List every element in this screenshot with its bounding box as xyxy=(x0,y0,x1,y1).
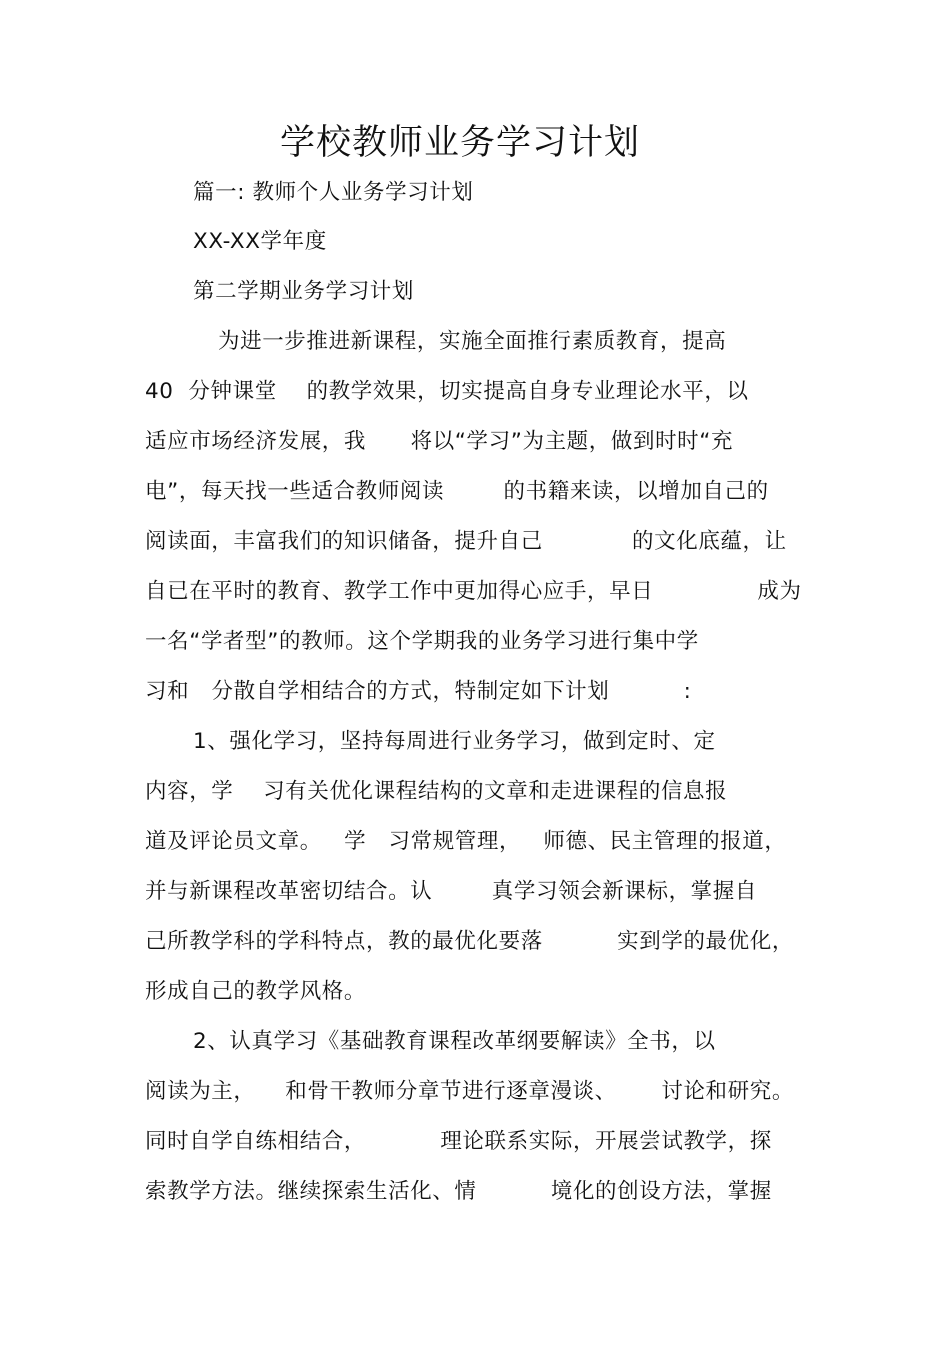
paragraph-line: 阅读为主， 和骨干教师分章节进行逐章漫谈、 讨论和研究。 xyxy=(145,1079,794,1104)
heading-line: XX-XX学年度 xyxy=(193,229,327,254)
document-title: 学校教师业务学习计划 xyxy=(279,123,640,163)
paragraph-line: 1、强化学习，坚持每周进行业务学习，做到定时、定 xyxy=(193,729,716,754)
paragraph-line: 自已在平时的教育、教学工作中更加得心应手，早日 成为 xyxy=(145,579,802,604)
paragraph-line: 一名“学者型”的教师。这个学期我的业务学习进行集中学 xyxy=(145,629,699,654)
paragraph-line: 道及评论员文章。 学 习常规管理， 师德、民主管理的报道， xyxy=(145,829,787,854)
paragraph-line: 阅读面，丰富我们的知识储备，提升自己 的文化底蕴，让 xyxy=(145,529,787,554)
heading-line: 篇一: 教师个人业务学习计划 xyxy=(193,180,474,205)
paragraph-line: 电”，每天找一些适合教师阅读 的书籍来读，以增加自己的 xyxy=(145,479,769,504)
paragraph-line: 为进一步推进新课程，实施全面推行素质教育，提高 xyxy=(218,329,727,354)
paragraph-line: 并与新课程改革密切结合。认 真学习领会新课标，掌握自 xyxy=(145,879,757,904)
heading-line: 第二学期业务学习计划 xyxy=(193,279,415,304)
paragraph-line: 索教学方法。继续探索生活化、情 境化的创设方法，掌握 xyxy=(145,1179,772,1204)
paragraph-line: 己所教学科的学科特点，教的最优化要落 实到学的最优化， xyxy=(145,929,794,954)
paragraph-line: 同时自学自练相结合， 理论联系实际，开展尝试教学，探 xyxy=(145,1129,772,1154)
paragraph-line: 适应市场经济发展，我 将以“学习”为主题，做到时时“充 xyxy=(145,429,734,454)
paragraph-line: 2、认真学习《基础教育课程改革纲要解读》全书，以 xyxy=(193,1029,716,1054)
paragraph-line: 内容，学 习有关优化课程结构的文章和走进课程的信息报 xyxy=(145,779,728,804)
paragraph-line: 形成自己的教学风格。 xyxy=(145,979,367,1004)
paragraph-line: 40 分钟课堂 的教学效果，切实提高自身专业理论水平，以 xyxy=(145,379,749,404)
paragraph-line: 习和 分散自学相结合的方式，特制定如下计划 : xyxy=(145,679,692,704)
